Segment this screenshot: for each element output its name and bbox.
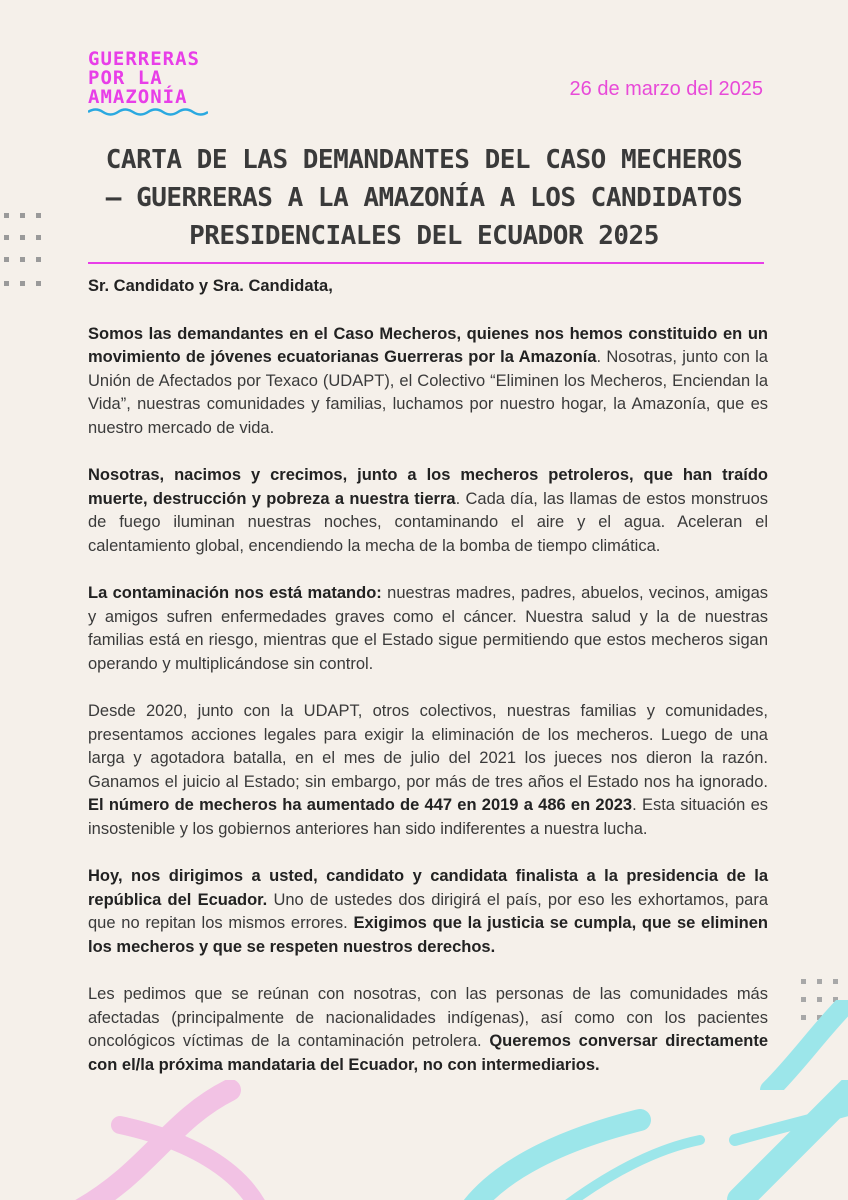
paragraph-6-text: Les pedimos que se reúnan con nosotras, con las personas de las comunidades más afectadas (principalmente de nacionalidades indígenas), así como con los pacientes oncológicos víctimas de la contaminación petrolera. bbox=[88, 985, 768, 1050]
paragraph-2-text: . Cada día, las llamas de estos monstruos de fuego iluminan nuestras noches, contaminando el aire y el agua. Aceleran el calentamiento global, encendiendo la mecha de la bomba de tiempo climática. bbox=[88, 489, 769, 555]
paragraph-2-bold: Nosotras, nacimos y crecimos, junto a los mecheros petroleros, que han traído muerte, destrucción y pobreza a nuestra tierra bbox=[88, 466, 768, 508]
title-line-3: PRESIDENCIALES DEL ECUADOR 2025 bbox=[189, 221, 659, 251]
paragraph-1-text: . Nosotras, junto con la Unión de Afectados por Texaco (UDAPT), el Colectivo “Eliminen los Mecheros, Enciendan la Vida”, nuestras comunidades y familias, luchamos por nuestro hogar, la Amazonía, que es nuestro mercado de vida. bbox=[88, 348, 768, 437]
letter-body bbox=[88, 275, 768, 1101]
title-line-1: CARTA DE LAS DEMANDANTES DEL CASO MECHEROS bbox=[105, 145, 743, 175]
paragraph-4-bold: El número de mecheros ha aumentado de 447 en 2019 a 486 en 2023 bbox=[88, 796, 633, 814]
logo bbox=[88, 50, 200, 107]
logo-line-3: AMAZONÍA bbox=[88, 86, 188, 108]
paragraph-5-bold: Hoy, nos dirigimos a usted, candidato y candidata finalista a la presidencia de la república del Ecuador. bbox=[88, 867, 768, 909]
logo-line-1: GUERRERAS bbox=[88, 48, 200, 70]
paragraph-6 bbox=[88, 983, 768, 1077]
paragraph-6-bold: Queremos conversar directamente con el/la próxima mandataria del Ecuador, no con intermediarios. bbox=[88, 1032, 768, 1074]
paragraph-1-bold: Somos las demandantes en el Caso Mecheros, quienes nos hemos constituido en un movimiento de jóvenes ecuatorianas Guerreras por la Amazonía bbox=[88, 324, 768, 366]
paragraph-5-bold-2: Exigimos que la justicia se cumpla, que se eliminen los mecheros y que se respeten nuestros derechos. bbox=[88, 914, 768, 956]
paragraph-5-text: Uno de ustedes dos dirigirá el país, por eso les exhortamos, para que no repitan los mismos errores. bbox=[88, 890, 768, 932]
letter-title bbox=[80, 141, 768, 255]
paragraph-4 bbox=[88, 700, 768, 841]
logo-wave-icon bbox=[88, 107, 208, 117]
paragraph-3 bbox=[88, 582, 768, 676]
paragraph-5 bbox=[88, 865, 768, 959]
salutation bbox=[88, 275, 768, 299]
dots-decoration-left bbox=[0, 205, 60, 295]
paragraph-2 bbox=[88, 464, 768, 558]
paragraph-4-text-2: . Esta situación es insostenible y los gobiernos anteriores han sido indiferentes a nuestra lucha. bbox=[88, 796, 768, 838]
title-line-2: – GUERRERAS A LA AMAZONÍA A LOS CANDIDATOS bbox=[105, 183, 743, 213]
title-divider bbox=[88, 262, 764, 264]
salutation-text: Sr. Candidato y Sra. Candidata, bbox=[88, 277, 333, 295]
paragraph-3-text: nuestras madres, padres, abuelos, vecinos, amigas y amigos sufren enfermedades graves como el cáncer. Nuestra salud y la de nuestras familias está en riesgo, mientras que el Estado sigue permitiendo que estos mecheros sigan operando y multiplicándose sin control. bbox=[88, 584, 769, 673]
right-decoration bbox=[760, 1000, 848, 1090]
paragraph-3-bold: La contaminación nos está matando: bbox=[88, 584, 382, 602]
letter-date: 26 de marzo del 2025 bbox=[569, 78, 763, 100]
paragraph-4-text: Desde 2020, junto con la UDAPT, otros colectivos, nuestras familias y comunidades, presentamos acciones legales para exigir la eliminación de los mecheros. Luego de una larga y agotadora batalla, en el mes de julio del 2021 los jueces nos dieron la razón. Ganamos el juicio al Estado; sin embargo, por más de tres años el Estado nos ha ignorado. bbox=[88, 702, 768, 791]
paragraph-1 bbox=[88, 323, 768, 441]
logo-line-2: POR LA bbox=[88, 67, 163, 89]
